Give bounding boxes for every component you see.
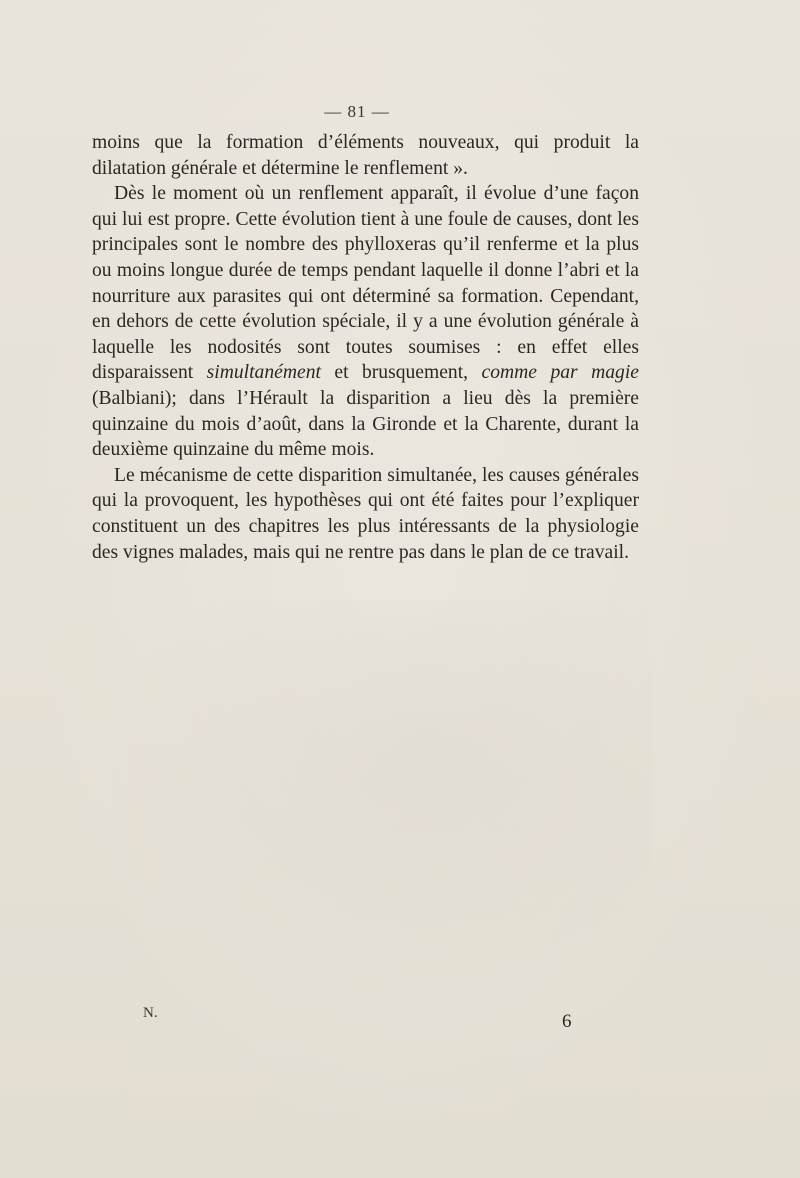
signature-mark: N. xyxy=(143,1005,158,1021)
show-through-bleed xyxy=(92,600,652,1000)
paragraph-3-text: Le mécanisme de cette disparition simultanée, les causes générales qui la provoquent, les hypothèses qui ont été faites pour l’expliquer constituent un des chapitres les plus intéressants de la physiologie des vignes malades, mais qui ne rentre pas dans le plan de ce travail. xyxy=(92,464,639,563)
paragraph-2-text-c: (Balbiani); dans l’Hérault la disparition a lieu dès la première quinzaine du mois d’août, dans la Gironde et la Charente, durant la deuxième quinzaine du même mois. xyxy=(92,387,639,461)
page-number: — 81 — xyxy=(324,102,390,121)
body-text xyxy=(92,130,639,565)
paragraph-2-text-a: Dès le moment où un renflement apparaît, il évolue d’une façon qui lui est propre. Cette évolution tient à une foule de causes, dont les principales sont le nombre des phylloxeras qu’il renferme et la plus ou moins longue durée de temps pendant laquelle il donne l’abri et la nourriture aux parasites qui ont déterminé sa formation. Cependant, en dehors de cette évolution spéciale, il y a une évolution générale à laquelle les nodosités sont toutes soumises : en effet elles disparaissent xyxy=(92,183,639,384)
sheet-number: 6 xyxy=(562,1011,572,1032)
paragraph-3 xyxy=(92,463,639,565)
italic-comme-par-magie: comme par magie xyxy=(481,362,639,384)
paragraph-2-text-b: et brusquement, xyxy=(320,362,482,384)
paragraph-1-text: moins que la formation d’éléments nouveaux, qui produit la dilatation générale et détermine le renflement ». xyxy=(92,132,639,179)
paragraph-1 xyxy=(92,130,639,181)
italic-simultanement: simultanément xyxy=(206,362,321,384)
paragraph-2 xyxy=(92,181,639,463)
